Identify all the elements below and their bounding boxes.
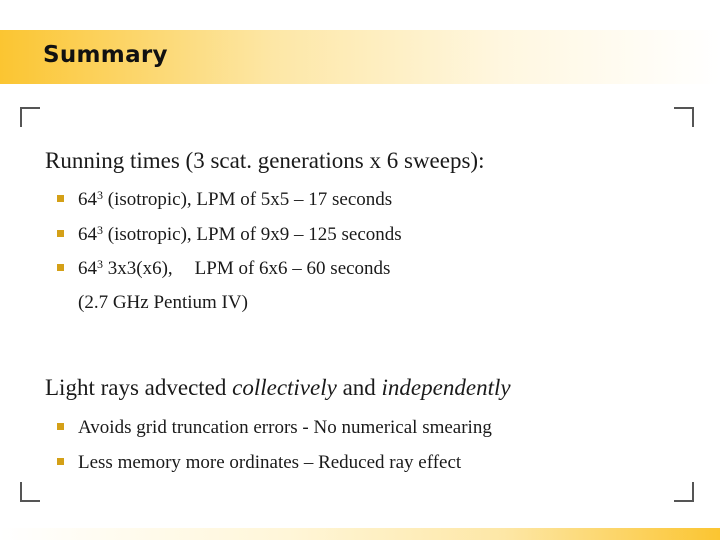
corner-mark-top-left [20, 107, 40, 127]
bottom-accent-bar [0, 528, 720, 540]
section-heading-running-times: Running times (3 scat. generations x 6 sweeps): [45, 148, 485, 173]
square-bullet-icon [57, 195, 64, 202]
section-heading-light-rays [45, 375, 511, 401]
list-item [57, 258, 390, 280]
bullet-base: 64 [78, 189, 97, 210]
heading-emphasis-independently: independently [381, 375, 511, 400]
square-bullet-icon [57, 458, 64, 465]
bullet-exponent: 3 [97, 188, 103, 202]
hardware-note: (2.7 GHz Pentium IV) [78, 292, 248, 313]
square-bullet-icon [57, 230, 64, 237]
square-bullet-icon [57, 264, 64, 271]
bullet-text: (isotropic), LPM of 9x9 – 125 seconds [103, 224, 402, 245]
list-item [57, 417, 492, 439]
corner-mark-top-right [674, 107, 694, 127]
bullet-exponent: 3 [97, 257, 103, 271]
bullet-text-a: 3x3(x6), [103, 258, 173, 279]
bullet-text: Avoids grid truncation errors - No numerical smearing [78, 417, 492, 438]
slide-title: Summary [43, 42, 168, 68]
square-bullet-icon [57, 423, 64, 430]
bullet-base: 64 [78, 258, 97, 279]
bullet-text-b: LPM of 6x6 – 60 seconds [194, 258, 391, 279]
bullet-text: Less memory more ordinates – Reduced ray effect [78, 452, 462, 473]
list-item [57, 224, 402, 246]
bullet-exponent: 3 [97, 223, 103, 237]
corner-mark-bottom-left [20, 482, 40, 502]
heading-emphasis-collectively: collectively [232, 375, 337, 400]
list-item [57, 189, 392, 211]
corner-mark-bottom-right [674, 482, 694, 502]
bullet-base: 64 [78, 224, 97, 245]
heading-prefix: Light rays advected [45, 375, 233, 400]
bullet-text: (isotropic), LPM of 5x5 – 17 seconds [103, 189, 393, 210]
list-item [57, 452, 461, 474]
heading-mid: and [336, 375, 382, 400]
